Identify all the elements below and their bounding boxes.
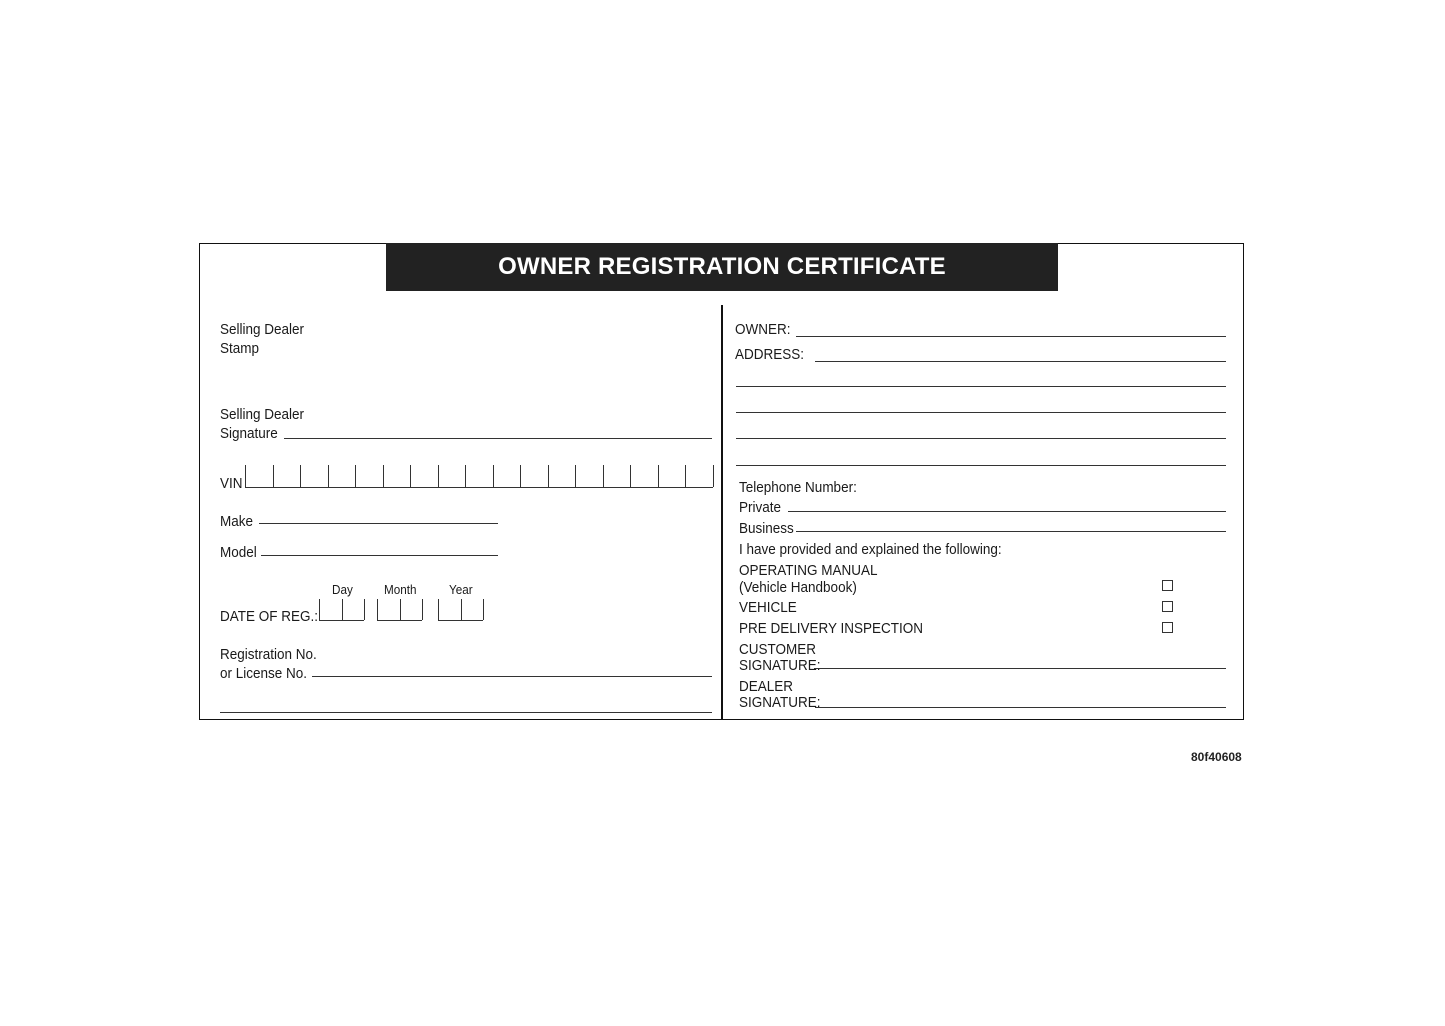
address-line-4[interactable]: [736, 438, 1226, 439]
date-cell-divider: [438, 599, 439, 620]
customer-signature-label-2: SIGNATURE:: [739, 657, 821, 674]
date-cell-divider: [377, 599, 378, 620]
make-label: Make: [220, 513, 254, 530]
vin-cell-divider: [520, 465, 521, 487]
registration-line-1[interactable]: [312, 676, 712, 677]
date-baseline: [438, 620, 483, 621]
address-line-1[interactable]: [815, 361, 1226, 362]
date-baseline: [377, 620, 422, 621]
vin-cell-divider: [575, 465, 576, 487]
item-vehicle-label: VEHICLE: [739, 599, 797, 616]
private-phone-line[interactable]: [788, 511, 1226, 512]
date-month-label: Month: [384, 582, 417, 597]
vin-cell-divider: [685, 465, 686, 487]
date-cell-divider: [400, 599, 401, 620]
item-operating-manual-label-2: (Vehicle Handbook): [739, 579, 857, 596]
date-day-label: Day: [332, 582, 353, 597]
vin-cell-divider: [713, 465, 714, 487]
operating-manual-checkbox[interactable]: [1162, 580, 1173, 591]
vin-cell-divider: [603, 465, 604, 487]
vin-cell-divider: [383, 465, 384, 487]
vin-cell-divider: [658, 465, 659, 487]
selling-dealer-signature-label-1: Selling Dealer: [220, 406, 305, 423]
telephone-label: Telephone Number:: [739, 479, 857, 496]
vin-cell-divider: [493, 465, 494, 487]
model-label: Model: [220, 544, 257, 561]
date-cell-divider: [364, 599, 365, 620]
date-baseline: [319, 620, 364, 621]
item-operating-manual-label-1: OPERATING MANUAL: [739, 562, 878, 579]
owner-label: OWNER:: [735, 321, 791, 338]
dealer-signature-label-2: SIGNATURE:: [739, 694, 821, 711]
vin-cell-divider: [355, 465, 356, 487]
vin-cell-divider: [630, 465, 631, 487]
figure-code: 80f40608: [1191, 750, 1242, 764]
dealer-signature-line[interactable]: [815, 707, 1226, 708]
customer-signature-label-1: CUSTOMER: [739, 641, 817, 658]
registration-label-2: or License No.: [220, 665, 308, 682]
make-line[interactable]: [259, 523, 498, 524]
card-title: OWNER REGISTRATION CERTIFICATE: [386, 243, 1058, 291]
date-cell-divider: [342, 599, 343, 620]
selling-dealer-signature-label-2: Signature: [220, 425, 278, 442]
vin-cell-divider: [328, 465, 329, 487]
customer-signature-line[interactable]: [814, 668, 1226, 669]
registration-label-1: Registration No.: [220, 646, 317, 663]
date-cell-divider: [483, 599, 484, 620]
address-line-3[interactable]: [736, 412, 1226, 413]
date-year-label: Year: [449, 582, 473, 597]
date-cell-divider: [319, 599, 320, 620]
vin-cell-divider: [410, 465, 411, 487]
vin-label: VIN: [220, 475, 243, 492]
vin-cell-divider: [300, 465, 301, 487]
vin-cell-divider: [438, 465, 439, 487]
registration-line-2[interactable]: [220, 712, 712, 713]
date-cell-divider: [422, 599, 423, 620]
vin-cell-divider: [273, 465, 274, 487]
business-label: Business: [739, 520, 794, 537]
selling-dealer-stamp-label-2: Stamp: [220, 340, 260, 357]
address-line-2[interactable]: [736, 386, 1226, 387]
dealer-signature-label-1: DEALER: [739, 678, 794, 695]
model-line[interactable]: [261, 555, 498, 556]
date-of-reg-label: DATE OF REG.:: [220, 608, 319, 625]
selling-dealer-stamp-label-1: Selling Dealer: [220, 321, 305, 338]
owner-line[interactable]: [796, 336, 1226, 337]
private-label: Private: [739, 499, 782, 516]
vehicle-checkbox[interactable]: [1162, 601, 1173, 612]
column-divider: [721, 305, 723, 720]
vin-cell-divider: [548, 465, 549, 487]
address-label: ADDRESS:: [735, 346, 805, 363]
item-pdi-label: PRE DELIVERY INSPECTION: [739, 620, 924, 637]
vin-cell-divider: [245, 465, 246, 487]
vin-cell-divider: [465, 465, 466, 487]
address-line-5[interactable]: [736, 465, 1226, 466]
date-cell-divider: [461, 599, 462, 620]
provided-label: I have provided and explained the following:: [739, 541, 1002, 558]
pdi-checkbox[interactable]: [1162, 622, 1173, 633]
selling-dealer-signature-line[interactable]: [284, 438, 712, 439]
vin-baseline: [245, 487, 713, 488]
business-phone-line[interactable]: [796, 531, 1226, 532]
